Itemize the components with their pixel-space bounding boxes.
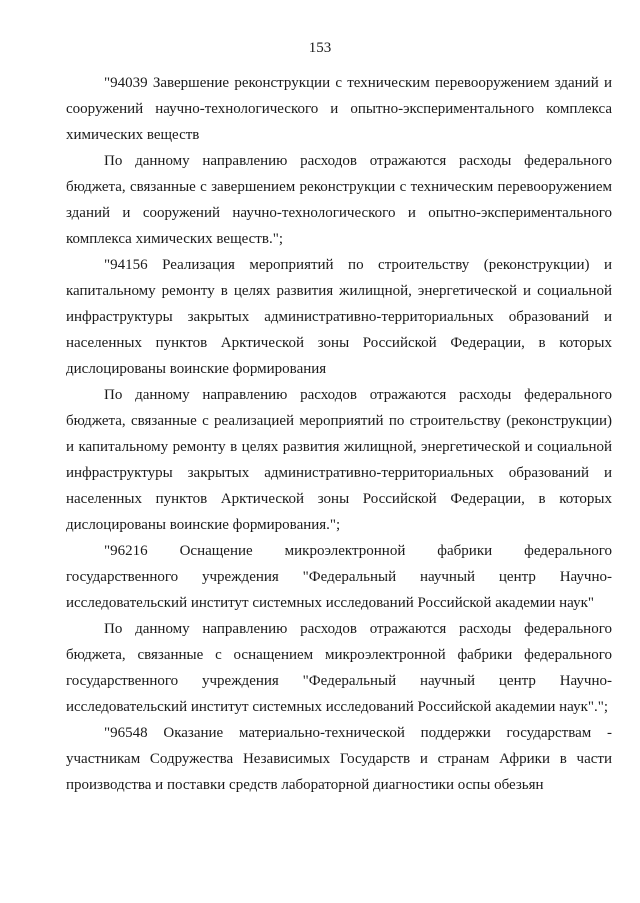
paragraph-94039-title: "94039 Завершение реконструкции с техническим перевооружением зданий и сооружений научно-технологического и опытно-экспериментального комплекса химических веществ <box>66 75 612 143</box>
page-number: 153 <box>308 40 332 56</box>
paragraph-96216-title: "96216 Оснащение микроэлектронной фабрики федерального государственного учреждения "Федеральный научный центр Научно-исследовательский институт системных исследований Российской академии наук" <box>66 543 612 611</box>
paragraph-96548-title: "96548 Оказание материально-технической поддержки государствам - участникам Содружества Независимых Государств и странам Африки в части производства и поставки средств лабораторной диагностики оспы обезьян <box>66 725 612 793</box>
paragraph-96216-description: По данному направлению расходов отражаются расходы федерального бюджета, связанные с оснащением микроэлектронной фабрики федерального государственного учреждения "Федеральный научный центр Научно-исследовательский институт системных исследований Российской академии наук"."; <box>66 621 612 715</box>
paragraph-94039-description: По данному направлению расходов отражаются расходы федерального бюджета, связанные с завершением реконструкции с техническим перевооружением зданий и сооружений научно-технологического и опытно-экспериментального комплекса химических веществ."; <box>66 153 612 247</box>
paragraph-94156-description: По данному направлению расходов отражаются расходы федерального бюджета, связанные с реализацией мероприятий по строительству (реконструкции) и капитальному ремонту в целях развития жилищной, энергетической и социальной инфраструктуры закрытых административно-территориальных образований и населенных пунктов Арктической зоны Российской Федерации, в которых дислоцированы воинские формирования."; <box>66 387 612 533</box>
document-body <box>66 70 612 798</box>
paragraph-94156-title: "94156 Реализация мероприятий по строительству (реконструкции) и капитальному ремонту в целях развития жилищной, энергетической и социальной инфраструктуры закрытых административно-территориальных образований и населенных пунктов Арктической зоны Российской Федерации, в которых дислоцированы воинские формирования <box>66 257 612 377</box>
